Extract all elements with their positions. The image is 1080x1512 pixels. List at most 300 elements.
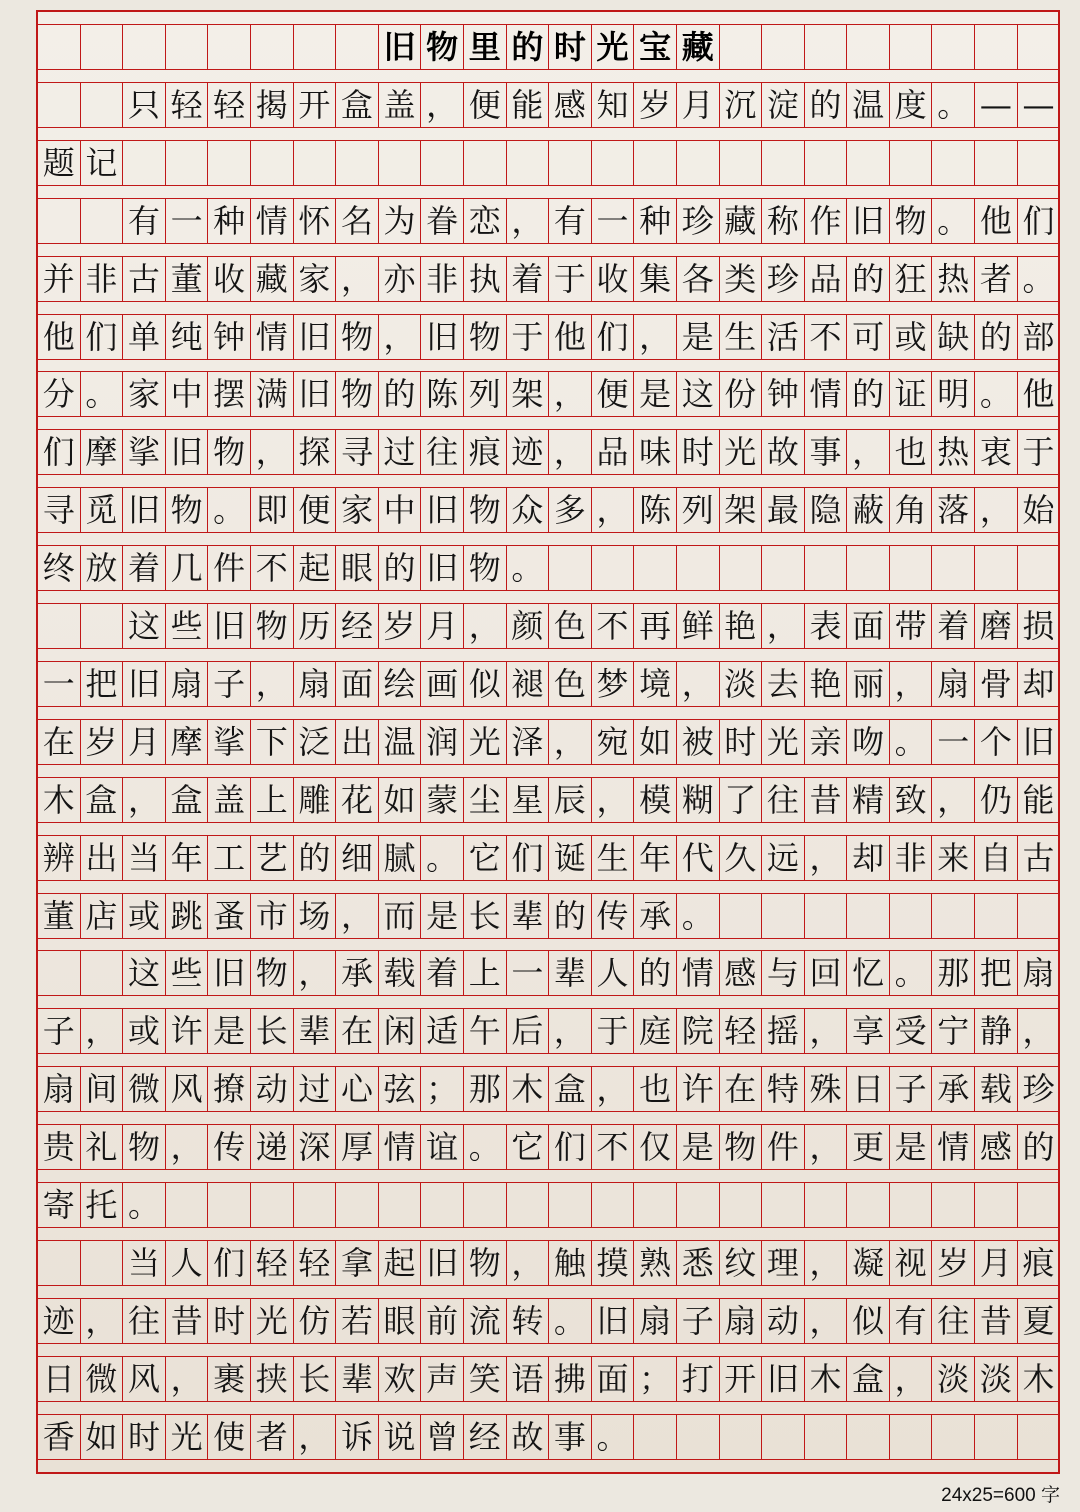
grid-cell: [677, 141, 720, 185]
grid-cell: 丽: [847, 662, 890, 706]
grid-cell: 打: [677, 1357, 720, 1401]
grid-cell: 不: [592, 604, 635, 648]
grid-cell: [975, 894, 1018, 938]
grid-cell: 执: [464, 257, 507, 301]
grid-cell: [720, 546, 763, 590]
grid-cell: 承: [932, 1067, 975, 1111]
grid-cell: 那: [464, 1067, 507, 1111]
grid-cell: [251, 25, 294, 69]
grid-cell: 淡: [932, 1357, 975, 1401]
grid-cell: 艳: [805, 662, 848, 706]
grid-cell: [549, 546, 592, 590]
text-row: [38, 1298, 1060, 1344]
grid-cell: 视: [890, 1241, 933, 1285]
grid-cell: ；: [634, 1357, 677, 1401]
grid-cell: 眼: [336, 546, 379, 590]
grid-cell: [890, 546, 933, 590]
grid-cell: 能: [1018, 778, 1060, 822]
text-row: [38, 82, 1060, 128]
grid-cell: ，: [81, 1009, 124, 1053]
grid-cell: 当: [123, 1241, 166, 1285]
grid-cell: 于: [549, 257, 592, 301]
grid-cell: 受: [890, 1009, 933, 1053]
grid-cell: 者: [251, 1415, 294, 1459]
text-row: [38, 1356, 1060, 1402]
grid-cell: 收: [208, 257, 251, 301]
text-row: [38, 371, 1060, 417]
grid-cell: 者: [975, 257, 1018, 301]
grid-cell: 古: [123, 257, 166, 301]
grid-cell: 厚: [336, 1125, 379, 1169]
grid-cell: 旧: [847, 199, 890, 243]
grid-cell: 跳: [166, 894, 209, 938]
text-row: [38, 1066, 1060, 1112]
grid-cell: ，: [81, 1299, 124, 1343]
grid-cell: 久: [720, 836, 763, 880]
grid-cell: 扇: [1018, 951, 1060, 995]
grid-cell: [1018, 894, 1060, 938]
grid-cell: ，: [294, 951, 337, 995]
grid-cell: 。: [592, 1415, 635, 1459]
grid-cell: 迹: [38, 1299, 81, 1343]
grid-cell: [38, 199, 81, 243]
grid-cell: 特: [762, 1067, 805, 1111]
grid-cell: 寻: [38, 488, 81, 532]
grid-cell: 种: [634, 199, 677, 243]
grid-cell: 证: [890, 372, 933, 416]
grid-cell: 月: [421, 604, 464, 648]
grid-cell: ，: [890, 662, 933, 706]
grid-cell: ，: [890, 1357, 933, 1401]
grid-cell: [166, 25, 209, 69]
grid-cell: 。: [932, 83, 975, 127]
grid-cell: 。: [208, 488, 251, 532]
grid-cell: 梦: [592, 662, 635, 706]
grid-cell: 扇: [634, 1299, 677, 1343]
grid-cell: 几: [166, 546, 209, 590]
grid-cell: 旧: [421, 546, 464, 590]
grid-cell: 熟: [634, 1241, 677, 1285]
grid-cell: 珍: [1018, 1067, 1060, 1111]
grid-cell: 些: [166, 604, 209, 648]
grid-cell: 事: [805, 430, 848, 474]
grid-cell: 木: [38, 778, 81, 822]
grid-cell: 纹: [720, 1241, 763, 1285]
grid-cell: [294, 25, 337, 69]
grid-cell: 贵: [38, 1125, 81, 1169]
grid-cell: 中: [166, 372, 209, 416]
grid-cell: 如: [81, 1415, 124, 1459]
grid-cell: [336, 141, 379, 185]
grid-cell: 时: [720, 720, 763, 764]
grid-cell: [592, 141, 635, 185]
grid-cell: [932, 1415, 975, 1459]
grid-cell: [1018, 1415, 1060, 1459]
grid-cell: 沉: [720, 83, 763, 127]
grid-cell: 物: [251, 951, 294, 995]
grid-cell: 昔: [805, 778, 848, 822]
grid-cell: 盒: [847, 1357, 890, 1401]
grid-cell: ，: [251, 430, 294, 474]
grid-cell: 份: [720, 372, 763, 416]
grid-cell: 表: [805, 604, 848, 648]
title-char: 旧: [379, 25, 422, 69]
grid-cell: 诞: [549, 836, 592, 880]
grid-cell: 泛: [294, 720, 337, 764]
grid-cell: 时: [123, 1415, 166, 1459]
grid-cell: [336, 25, 379, 69]
grid-cell: 迹: [507, 430, 550, 474]
composition-grid-paper: [36, 10, 1060, 1474]
grid-cell: 物: [166, 488, 209, 532]
grid-cell: 心: [336, 1067, 379, 1111]
grid-cell: 市: [251, 894, 294, 938]
grid-cell: ，: [549, 430, 592, 474]
grid-cell: 却: [847, 836, 890, 880]
grid-cell: [720, 1415, 763, 1459]
grid-cell: 许: [677, 1067, 720, 1111]
grid-cell: [677, 1183, 720, 1227]
grid-cell: [81, 604, 124, 648]
grid-cell: [805, 894, 848, 938]
grid-cell: 扇: [166, 662, 209, 706]
grid-cell: [634, 1183, 677, 1227]
grid-cell: 仍: [975, 778, 1018, 822]
grid-cell: 开: [294, 83, 337, 127]
grid-cell: 画: [421, 662, 464, 706]
grid-cell: [805, 1415, 848, 1459]
grid-cell: 挲: [208, 720, 251, 764]
grid-cell: 钟: [762, 372, 805, 416]
grid-cell: 列: [677, 488, 720, 532]
grid-cell: [166, 141, 209, 185]
grid-cell: 一: [592, 199, 635, 243]
grid-cell: ，: [805, 836, 848, 880]
grid-cell: 度: [890, 83, 933, 127]
grid-cell: [847, 1415, 890, 1459]
grid-cell: [464, 141, 507, 185]
text-row: [38, 314, 1060, 360]
grid-cell: 旧: [208, 604, 251, 648]
grid-cell: 种: [208, 199, 251, 243]
grid-cell: 与: [762, 951, 805, 995]
grid-cell: 藏: [251, 257, 294, 301]
grid-cell: 上: [251, 778, 294, 822]
grid-cell: 光: [251, 1299, 294, 1343]
grid-cell: 衷: [975, 430, 1018, 474]
grid-cell: 物: [890, 199, 933, 243]
grid-cell: 光: [166, 1415, 209, 1459]
grid-cell: 盖: [208, 778, 251, 822]
grid-cell: 始: [1018, 488, 1060, 532]
grid-cell: 。: [81, 372, 124, 416]
grid-cell: 盖: [379, 83, 422, 127]
grid-cell: 揭: [251, 83, 294, 127]
grid-cell: [166, 1183, 209, 1227]
grid-cell: 物: [720, 1125, 763, 1169]
grid-cell: 如: [634, 720, 677, 764]
grid-cell: 着: [123, 546, 166, 590]
grid-cell: 动: [762, 1299, 805, 1343]
grid-cell: 而: [379, 894, 422, 938]
grid-cell: 的: [379, 372, 422, 416]
grid-cell: 腻: [379, 836, 422, 880]
grid-cell: 着: [507, 257, 550, 301]
grid-cell: 前: [421, 1299, 464, 1343]
grid-cell: [975, 141, 1018, 185]
grid-cell: [81, 83, 124, 127]
grid-cell: 面: [336, 662, 379, 706]
grid-cell: 活: [762, 315, 805, 359]
grid-cell: [123, 25, 166, 69]
grid-cell: [975, 1415, 1018, 1459]
grid-cell: 风: [166, 1067, 209, 1111]
grid-cell: 摸: [592, 1241, 635, 1285]
grid-cell: 这: [123, 604, 166, 648]
grid-cell: 光: [464, 720, 507, 764]
grid-cell: 感: [720, 951, 763, 995]
grid-cell: 月: [975, 1241, 1018, 1285]
grid-cell: 适: [421, 1009, 464, 1053]
word-count-label: 24x25=600 字: [941, 1485, 1060, 1506]
grid-cell: 物: [336, 315, 379, 359]
grid-cell: 隐: [805, 488, 848, 532]
grid-cell: [592, 1183, 635, 1227]
grid-cell: 了: [720, 778, 763, 822]
grid-cell: —: [975, 83, 1018, 127]
grid-cell: 载: [379, 951, 422, 995]
grid-cell: [251, 1183, 294, 1227]
grid-cell: ，: [634, 315, 677, 359]
grid-cell: 却: [1018, 662, 1060, 706]
grid-cell: 们: [1018, 199, 1060, 243]
grid-cell: 眷: [421, 199, 464, 243]
grid-cell: 店: [81, 894, 124, 938]
text-row: [38, 1124, 1060, 1170]
grid-cell: 使: [208, 1415, 251, 1459]
grid-cell: 是: [208, 1009, 251, 1053]
grid-cell: 自: [975, 836, 1018, 880]
grid-cell: [634, 1415, 677, 1459]
grid-cell: 古: [1018, 836, 1060, 880]
grid-cell: ，: [592, 488, 635, 532]
grid-cell: ，: [847, 430, 890, 474]
grid-cell: 似: [847, 1299, 890, 1343]
grid-cell: 感: [549, 83, 592, 127]
grid-cell: ，: [421, 83, 464, 127]
grid-cell: 被: [677, 720, 720, 764]
grid-cell: [762, 894, 805, 938]
grid-cell: 岁: [379, 604, 422, 648]
grid-cell: 开: [720, 1357, 763, 1401]
grid-cell: 多: [549, 488, 592, 532]
grid-cell: 也: [890, 430, 933, 474]
grid-cell: 鲜: [677, 604, 720, 648]
grid-cell: [294, 141, 337, 185]
grid-cell: 模: [634, 778, 677, 822]
grid-cell: [847, 894, 890, 938]
grid-cell: 便: [464, 83, 507, 127]
grid-cell: 痕: [1018, 1241, 1060, 1285]
grid-cell: 的: [549, 894, 592, 938]
grid-cell: 面: [592, 1357, 635, 1401]
grid-cell: [507, 141, 550, 185]
grid-cell: 挲: [123, 430, 166, 474]
grid-cell: 仿: [294, 1299, 337, 1343]
cropped-header-fragment: [60, 0, 230, 8]
text-row: [38, 893, 1060, 939]
grid-cell: ，: [166, 1357, 209, 1401]
grid-cell: 非: [890, 836, 933, 880]
title-char: 宝: [634, 25, 677, 69]
grid-cell: [38, 951, 81, 995]
grid-cell: 远: [762, 836, 805, 880]
grid-cell: 辰: [549, 778, 592, 822]
grid-cell: 列: [464, 372, 507, 416]
grid-cell: 一: [932, 720, 975, 764]
grid-cell: 于: [507, 315, 550, 359]
grid-cell: 旧: [1018, 720, 1060, 764]
grid-cell: 能: [507, 83, 550, 127]
grid-cell: 不: [805, 315, 848, 359]
grid-cell: 那: [932, 951, 975, 995]
grid-cell: 。: [890, 720, 933, 764]
grid-cell: [762, 546, 805, 590]
grid-cell: 月: [677, 83, 720, 127]
grid-cell: 物: [123, 1125, 166, 1169]
grid-cell: 来: [932, 836, 975, 880]
grid-cell: ，: [932, 778, 975, 822]
grid-cell: 放: [81, 546, 124, 590]
grid-cell: ，: [805, 1241, 848, 1285]
grid-cell: 忆: [847, 951, 890, 995]
grid-cell: 艳: [720, 604, 763, 648]
grid-cell: [507, 1183, 550, 1227]
grid-cell: ，: [549, 1009, 592, 1053]
grid-cell: 盒: [549, 1067, 592, 1111]
grid-cell: 他: [549, 315, 592, 359]
grid-cell: 吻: [847, 720, 890, 764]
grid-cell: 旧: [123, 488, 166, 532]
grid-cell: 笑: [464, 1357, 507, 1401]
grid-cell: 物: [251, 604, 294, 648]
grid-cell: 不: [592, 1125, 635, 1169]
grid-cell: 痕: [464, 430, 507, 474]
grid-cell: 代: [677, 836, 720, 880]
text-row: [38, 429, 1060, 475]
grid-cell: 摩: [81, 430, 124, 474]
grid-cell: 旧: [421, 315, 464, 359]
grid-cell: 的: [1018, 1125, 1060, 1169]
grid-cell: 礼: [81, 1125, 124, 1169]
grid-cell: 品: [592, 430, 635, 474]
grid-cell: [847, 141, 890, 185]
grid-cell: 的: [634, 951, 677, 995]
grid-cell: 往: [762, 778, 805, 822]
grid-cell: 如: [379, 778, 422, 822]
grid-cell: 微: [81, 1357, 124, 1401]
grid-cell: 狂: [890, 257, 933, 301]
grid-cell: 递: [251, 1125, 294, 1169]
grid-cell: 殊: [805, 1067, 848, 1111]
grid-cell: 挟: [251, 1357, 294, 1401]
grid-cell: 扇: [932, 662, 975, 706]
grid-cell: 不: [251, 546, 294, 590]
grid-cell: 诉: [336, 1415, 379, 1459]
grid-cell: [720, 894, 763, 938]
grid-cell: —: [1018, 83, 1060, 127]
grid-cell: [208, 141, 251, 185]
grid-cell: 是: [677, 1125, 720, 1169]
grid-cell: [208, 1183, 251, 1227]
grid-cell: 落: [932, 488, 975, 532]
grid-cell: 于: [592, 1009, 635, 1053]
grid-cell: 盒: [81, 778, 124, 822]
grid-cell: 欢: [379, 1357, 422, 1401]
grid-cell: 似: [464, 662, 507, 706]
grid-cell: 间: [81, 1067, 124, 1111]
grid-cell: 只: [123, 83, 166, 127]
grid-cell: 流: [464, 1299, 507, 1343]
grid-cell: 声: [421, 1357, 464, 1401]
grid-cell: 缺: [932, 315, 975, 359]
grid-cell: 们: [549, 1125, 592, 1169]
grid-cell: 。: [677, 894, 720, 938]
grid-cell: 往: [421, 430, 464, 474]
grid-cell: [379, 141, 422, 185]
text-row: [38, 661, 1060, 707]
grid-cell: ，: [805, 1009, 848, 1053]
grid-cell: 或: [890, 315, 933, 359]
grid-cell: [720, 1183, 763, 1227]
grid-cell: 个: [975, 720, 1018, 764]
grid-cell: 非: [81, 257, 124, 301]
grid-cell: 情: [251, 315, 294, 359]
grid-cell: [847, 25, 890, 69]
grid-cell: 有: [549, 199, 592, 243]
grid-cell: ，: [1018, 1009, 1060, 1053]
grid-cell: 昔: [975, 1299, 1018, 1343]
grid-cell: 明: [932, 372, 975, 416]
grid-cell: 弦: [379, 1067, 422, 1111]
grid-cell: 触: [549, 1241, 592, 1285]
grid-cell: 非: [421, 257, 464, 301]
title-char: 藏: [677, 25, 720, 69]
grid-cell: 件: [208, 546, 251, 590]
grid-cell: 觅: [81, 488, 124, 532]
grid-cell: [975, 1183, 1018, 1227]
grid-cell: [1018, 1183, 1060, 1227]
grid-cell: [677, 546, 720, 590]
grid-cell: 润: [421, 720, 464, 764]
grid-cell: [81, 951, 124, 995]
grid-cell: 人: [592, 951, 635, 995]
grid-cell: 旧: [166, 430, 209, 474]
title-char: 时: [549, 25, 592, 69]
grid-cell: 扇: [720, 1299, 763, 1343]
grid-cell: 细: [336, 836, 379, 880]
grid-cell: ；: [421, 1067, 464, 1111]
grid-cell: 说: [379, 1415, 422, 1459]
grid-cell: 热: [932, 430, 975, 474]
grid-cell: 当: [123, 836, 166, 880]
text-row: [38, 603, 1060, 649]
grid-cell: 把: [975, 951, 1018, 995]
text-row: [38, 950, 1060, 996]
text-row: [38, 835, 1060, 881]
grid-cell: [932, 141, 975, 185]
text-row: [38, 1008, 1060, 1054]
